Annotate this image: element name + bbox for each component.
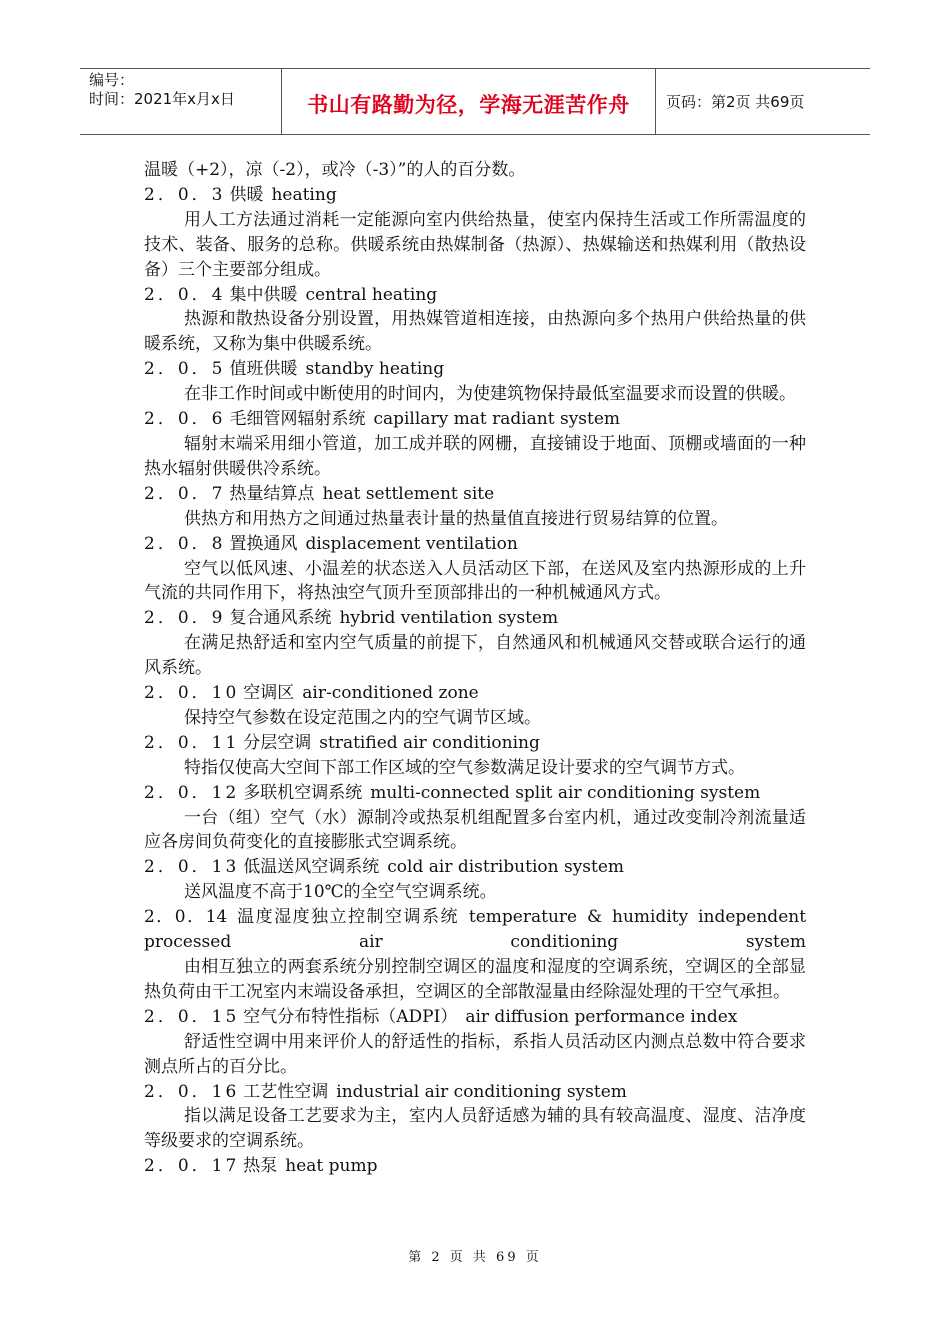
term-zh: 温度湿度独立控制空调系统: [237, 907, 459, 928]
term-en: central heating: [305, 284, 438, 305]
term-number: 2．0．10: [144, 683, 240, 704]
term-heading: [144, 183, 806, 208]
term-en: displacement ventilation: [305, 533, 518, 554]
term-definition: 送风温度不高于10℃的全空气空调系统。: [184, 882, 497, 903]
term-en: hybrid ventilation system: [339, 608, 559, 629]
term-heading: [144, 1080, 806, 1105]
term-heading: [144, 681, 806, 706]
term-heading: [144, 283, 806, 308]
term-number: 2．0．6: [144, 409, 226, 430]
term-heading: [144, 731, 806, 756]
term-zh: 值班供暖: [229, 359, 298, 380]
term-heading: [144, 357, 806, 382]
term-heading: [144, 855, 806, 880]
header-date: 时间：2021年x月x日: [89, 90, 235, 108]
term-zh: 复合通风系统: [229, 608, 332, 629]
term-number: 2．0．16: [144, 1081, 240, 1102]
term-zh: 空调区: [243, 683, 295, 704]
term-en: air diffusion performance index: [465, 1006, 738, 1027]
term-definition: 保持空气参数在设定范围之内的空气调节区域。: [184, 707, 541, 728]
term-en: industrial air conditioning system: [336, 1081, 627, 1102]
term-zh: 供暖: [229, 184, 264, 205]
term-number: 2．0．13: [144, 857, 240, 878]
term-zh: 低温送风空调系统: [243, 857, 380, 878]
term-number: 2．0．11: [144, 732, 240, 753]
term-zh: 置换通风: [229, 533, 298, 554]
term-definition: 空气以低风速、小温差的状态送入人员活动区下部，在送风及室内热源形成的上升气流的共同作用下，将热浊空气顶升至顶部排出的一种机械通风方式。: [144, 558, 806, 604]
term-en: heat settlement site: [322, 483, 495, 504]
term-number: 2．0．7: [144, 483, 226, 504]
term-definition: 辐射末端采用细小管道，加工成并联的网栅，直接铺设于地面、顶棚或墙面的一种热水辐射供暖供冷系统。: [144, 433, 806, 479]
header-page-info: 页码：第2页 共69页: [666, 93, 805, 111]
term-heading: [144, 905, 806, 955]
term-definition: 由相互独立的两套系统分别控制空调区的温度和湿度的空调系统，空调区的全部显热负荷由干工况室内末端设备承担，空调区的全部散湿量由经除湿处理的干空气承担。: [144, 957, 806, 1002]
term-heading: [144, 781, 806, 806]
term-heading: [144, 532, 806, 557]
term-definition: 在非工作时间或中断使用的时间内，为使建筑物保持最低室温要求而设置的供暖。: [184, 384, 796, 405]
term-en: standby heating: [305, 359, 445, 380]
term-en: heating: [271, 184, 337, 205]
term-number: 2．0．9: [144, 608, 226, 629]
term-number: 2．0．3: [144, 184, 226, 205]
term-heading: [144, 606, 806, 631]
term-en: cold air distribution system: [387, 857, 625, 878]
term-number: 2．0．8: [144, 533, 226, 554]
term-en: air-conditioned zone: [302, 683, 479, 704]
term-en: heat pump: [285, 1156, 378, 1177]
term-definition: 在满足热舒适和室内空气质量的前提下，自然通风和机械通风交替或联合运行的通风系统。: [144, 633, 806, 679]
term-number: 2．0．15: [144, 1006, 240, 1027]
term-zh: 工艺性空调: [243, 1081, 329, 1102]
term-en: temperature & humidity independent processed air conditioning system: [144, 907, 807, 953]
term-definition: 舒适性空调中用来评价人的舒适性的指标，系指人员活动区内测点总数中符合要求测点所占的百分比。: [144, 1031, 806, 1077]
term-definition: 用人工方法通过消耗一定能源向室内供给热量，使室内保持生活或工作所需温度的技术、装备、服务的总称。供暖系统由热媒制备（热源）、热媒输送和热媒利用（散热设备）三个主要部分组成。: [144, 209, 806, 280]
term-definition: 供热方和用热方之间通过热量表计量的热量值直接进行贸易结算的位置。: [184, 508, 728, 529]
term-heading: [144, 407, 806, 432]
term-heading: [144, 1154, 806, 1179]
header-meta: [80, 69, 282, 134]
term-zh: 多联机空调系统: [243, 782, 363, 803]
term-heading: [144, 1005, 806, 1030]
term-zh: 集中供暖: [229, 284, 298, 305]
term-definition: 一台（组）空气（水）源制冷或热泵机组配置多台室内机，通过改变制冷剂流量适应各房间负荷变化的直接膨胀式空调系统。: [144, 807, 806, 853]
page-header: [80, 68, 870, 135]
term-zh: 热泵: [243, 1156, 278, 1177]
term-definition: 热源和散热设备分别设置，用热媒管道相连接，由热源向多个热用户供给热量的供暖系统，又称为集中供暖系统。: [144, 309, 806, 355]
term-number: 2．0．5: [144, 359, 226, 380]
term-en: multi-connected split air conditioning system: [370, 782, 761, 803]
header-motto: 书山有路勤为径，学海无涯苦作舟: [282, 69, 656, 134]
term-zh: 空气分布特性指标（ADPI）: [243, 1006, 458, 1027]
term-en: stratified air conditioning: [319, 732, 540, 753]
term-number: 2．0．12: [144, 782, 240, 803]
term-zh: 毛细管网辐射系统: [229, 409, 366, 430]
page-footer: 第 2 页 共 69 页: [408, 1250, 542, 1265]
term-number: 2．0．14: [144, 907, 228, 928]
document-body: [144, 158, 806, 1179]
term-number: 2．0．4: [144, 284, 226, 305]
term-definition: 特指仅使高大空间下部工作区域的空气参数满足设计要求的空气调节方式。: [184, 757, 745, 778]
term-zh: 分层空调: [243, 732, 312, 753]
term-definition: 指以满足设备工艺要求为主，室内人员舒适感为辅的具有较高温度、湿度、洁净度等级要求的空调系统。: [144, 1106, 806, 1152]
term-zh: 热量结算点: [229, 483, 315, 504]
term-en: capillary mat radiant system: [373, 409, 621, 430]
term-number: 2．0．17: [144, 1156, 240, 1177]
intro-line: 温暖（+2），凉（-2），或冷（-3）”的人的百分数。: [144, 160, 526, 180]
term-heading: [144, 482, 806, 507]
header-number-label: 编号：: [89, 71, 135, 89]
